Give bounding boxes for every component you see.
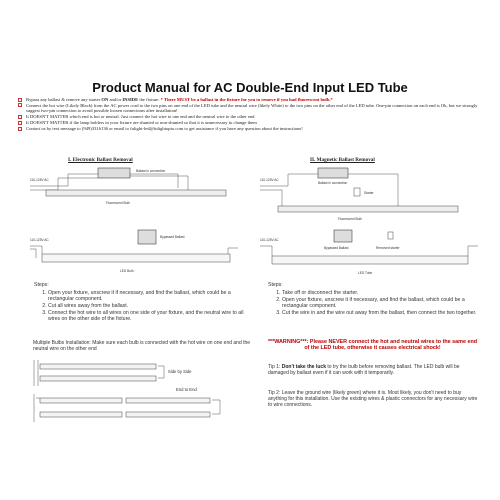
instruction-text: Connect the hot wire (Likely Black) from the AC power cord to the two pins on one end of the LED tube and the neutral wire (likely White) to the two pins on the other end of the LED tube. One-pin connection on each end is Ok, but we strongly suggest two-pin connection to avoid possible loosen connections after installation!	[26, 102, 478, 114]
ballast-icon	[318, 168, 348, 178]
voltage-label: 110-125V AC	[30, 178, 49, 182]
instruction-item	[18, 120, 484, 126]
multiple-bulbs-diagram	[30, 356, 230, 426]
step-item: 3. Connect the hot wire to all wires on one side of your fixture, and the neutral wire to all wires on the other side of the fixture.	[48, 310, 246, 322]
ballast-label: Ballast in connection	[318, 181, 348, 185]
wiring	[212, 400, 220, 414]
instruction-item	[18, 103, 484, 114]
tip-2	[268, 390, 480, 408]
tip-label: Tip 1:	[268, 364, 281, 370]
manual-title: Product Manual for AC Double-End Input LED Tube	[92, 80, 408, 95]
side-by-side-label: Side by Side	[168, 369, 192, 374]
wiring	[34, 360, 38, 386]
removed-starter-label: Removed starter	[376, 246, 400, 250]
magnetic-ballast-diagram	[258, 166, 483, 286]
electronic-ballast-diagram	[28, 166, 243, 286]
checkbox-icon	[18, 121, 22, 125]
led-tube-label: LED Tube	[358, 271, 373, 275]
led-tube-icon	[126, 412, 210, 417]
bulb-label: Fluorescent Bulb	[338, 217, 362, 221]
wiring	[260, 246, 478, 256]
instruction-item	[18, 126, 484, 132]
electronic-steps	[34, 282, 246, 323]
section-title-magnetic: II. Magnetic Ballast Removal	[310, 157, 375, 163]
bypassed-ballast-icon	[138, 230, 156, 244]
wiring	[34, 394, 40, 422]
step-item: 3. Cut the wire in and the wire out away from the ballast, then connect the two together.	[282, 310, 480, 316]
magnetic-steps	[268, 282, 480, 317]
checkbox-icon	[18, 103, 22, 107]
step-item: 1. Take off or disconnect the starter.	[282, 290, 480, 296]
bypassed-ballast-icon	[334, 230, 352, 242]
checkbox-icon	[18, 98, 22, 102]
starter-icon	[354, 188, 360, 196]
step-item: 1. Open your fixture, unscrew it if necessary, and find the ballast, which could be a rectangular component.	[48, 290, 246, 302]
section-title-electronic: I. Electronic Ballast Removal	[68, 157, 133, 163]
instruction-text: It DOESN'T MATTER if the lamp holders in your fixture are shunted or non-shunted so that it is unnecessary to change them	[26, 120, 257, 126]
ballast-warning: * There MUST be a ballast in the fixture for you to remove if you had fluorescent bulb.*	[160, 97, 333, 102]
voltage-label: 110-125V AC	[30, 238, 49, 242]
fluorescent-bulb-icon	[278, 206, 458, 212]
instruction-list	[18, 97, 484, 132]
led-tube-icon	[40, 376, 156, 381]
led-tube-icon	[126, 398, 210, 403]
instruction-item	[18, 97, 484, 103]
multiple-bulbs-note: Multiple Bulbs Installation: Make sure each bulb is connected with the hot wire on one end and the neutral wire on the other end	[33, 340, 251, 352]
tip-label: Tip 2:	[268, 390, 281, 396]
checkbox-icon	[18, 115, 22, 119]
led-tube-icon	[40, 364, 156, 369]
starter-label: Starter	[364, 191, 374, 195]
tip-emphasis: Don't take the luck	[281, 364, 326, 370]
bypassed-ballast-label: Bypassed Ballast	[160, 235, 185, 239]
bypassed-ballast-label: Bypassed Ballast	[324, 246, 349, 250]
shock-warning: ***WARNING***: Please NEVER connect the hot and neutral wires to the same end of the LED tube, otherwise it causes electrical shock!	[267, 339, 478, 352]
fluorescent-bulb-icon	[46, 190, 226, 196]
instruction-emphasis: INSIDE	[122, 97, 139, 102]
instruction-text: Bypass any ballast & remove any starter	[26, 97, 102, 102]
end-to-end-label: End to End	[176, 387, 197, 392]
voltage-label: 110-125V AC	[260, 178, 279, 182]
ballast-label: Ballast in connection	[136, 169, 166, 173]
instruction-text: and/or	[108, 97, 123, 102]
led-tube-icon	[40, 398, 122, 403]
step-item: 2. Cut all wires away from the ballast.	[48, 303, 246, 309]
ballast-icon	[98, 168, 130, 178]
step-item: 2. Open your fixture, unscrew it if necessary, and find the ballast, which could be a rectangular component.	[282, 297, 480, 309]
led-tube-icon	[272, 256, 468, 264]
led-bulb-icon	[42, 254, 230, 262]
instruction-text: the fixture.	[138, 97, 161, 102]
instruction-emphasis: ON	[101, 97, 109, 102]
steps-heading: Steps:	[268, 282, 283, 288]
bulb-label: Fluorescent Bulb	[106, 201, 130, 205]
instruction-text: It DOESN'T MATTER which end is hot or neutral. Just connect the hot wire to one end and the neutral wire to the other end	[26, 114, 255, 120]
led-bulb-label: LED Bulb	[120, 269, 134, 273]
checkbox-icon	[18, 127, 22, 131]
voltage-label: 110-125V AC	[260, 238, 279, 242]
instruction-item	[18, 114, 484, 120]
led-tube-icon	[40, 412, 122, 417]
tip-1	[268, 364, 480, 376]
steps-heading: Steps:	[34, 282, 49, 288]
wiring	[158, 366, 164, 378]
instruction-text: Contact us by text message to (949)3316136 or email to fulight-led@fulightopto.com to get assistance if you have any question about the instructions!	[26, 126, 303, 132]
removed-starter-icon	[388, 232, 393, 239]
tip-text: to try the bulb before removing ballast. The LED bulb will be damaged by ballast even if it can work with it temporarily.	[268, 364, 460, 376]
tip-text: Leave the ground wire (likely green) where it is. Most likely, you don't need to buy anything for this installation. Use the existing wires & plastic connectors for any necessary wire to wire connections.	[268, 390, 478, 408]
